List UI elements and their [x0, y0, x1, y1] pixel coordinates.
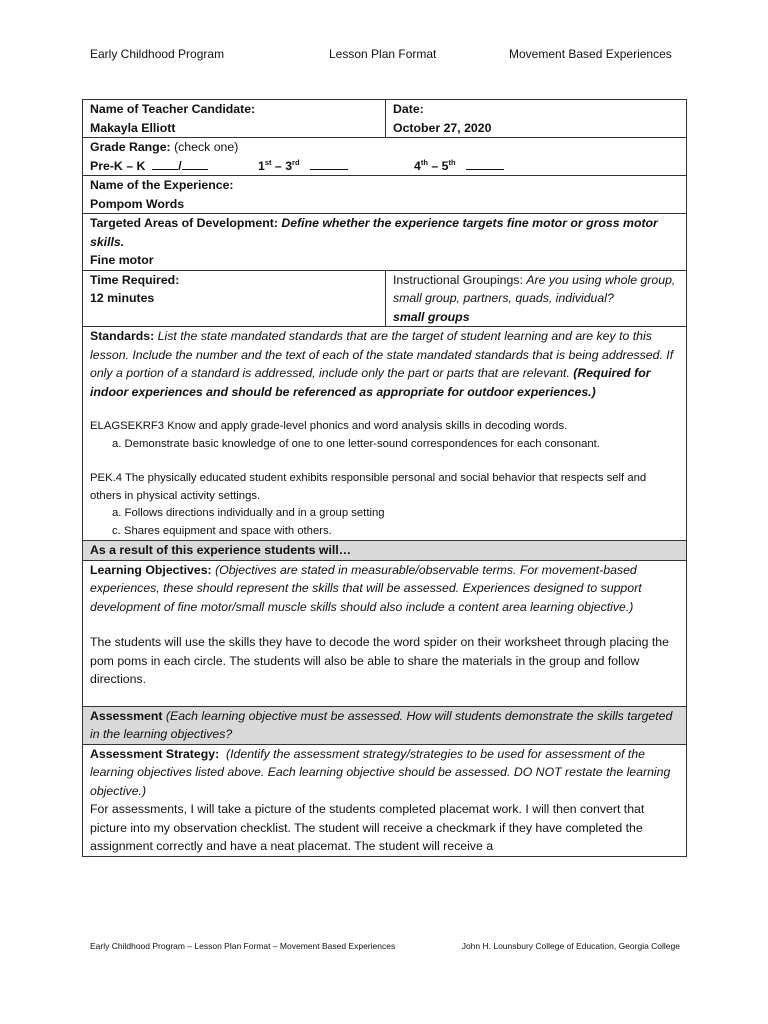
- objectives-heading: [90, 561, 679, 617]
- standards-row: [83, 327, 687, 541]
- strategy-cell: [83, 744, 687, 856]
- standards-spacer: [90, 401, 679, 418]
- teacher-cell: [83, 100, 386, 138]
- objectives-label: Learning Objectives:: [90, 562, 212, 577]
- header-program: Early Childhood Program: [90, 47, 225, 61]
- standards-required: (Required for indoor experiences and should be referenced as appropriate for outdoor experiences.): [90, 366, 651, 399]
- footer-right: John H. Lounsbury College of Education, Georgia College: [461, 941, 680, 951]
- grade-1-label: 1: [258, 158, 265, 173]
- assessment-row: [83, 706, 687, 744]
- grade-option-4-5: [414, 159, 504, 173]
- grade-1-to: – 3: [271, 158, 293, 173]
- time-groupings-row: [83, 270, 687, 327]
- grade-prek-blank-2: [182, 158, 208, 170]
- grade-1-3-blank: [310, 158, 348, 170]
- footer-left: Early Childhood Program – Lesson Plan Format – Movement Based Experiences: [90, 941, 396, 951]
- grade-5-sup: th: [448, 157, 456, 167]
- grade-range-cell: [83, 138, 687, 176]
- strategy-hint: (Identify the assessment strategy/strategies to be used for assessment of the learning objectives listed above. Each learning objective should be assessed. DO NOT restate the learning objective.): [90, 746, 671, 798]
- groupings-hint: Are you using whole group, small group, partners, quads, individual?: [393, 272, 676, 305]
- groupings-value: small groups: [393, 309, 470, 324]
- objectives-spacer-2: [90, 689, 679, 706]
- standard-ela: ELAGSEKRF3 Know and apply grade-level phonics and word analysis skills in decoding words.: [90, 420, 568, 432]
- lesson-plan-table: [82, 99, 687, 857]
- targeted-hint: Define whether the experience targets fine motor or gross motor skills.: [90, 216, 658, 249]
- result-heading-row: [83, 541, 687, 561]
- grade-1-sup: st: [264, 157, 272, 167]
- standards-label: Standards:: [90, 329, 155, 343]
- grade-range-hint: (check one): [174, 140, 239, 154]
- grade-options: [90, 157, 679, 176]
- grade-option-1-3: [258, 157, 414, 176]
- header-format: Lesson Plan Format: [329, 47, 437, 61]
- teacher-value: Makayla Elliott: [90, 120, 176, 135]
- groupings-label: Instructional Groupings:: [393, 272, 523, 287]
- assessment-cell: [83, 706, 687, 744]
- page-header: [90, 47, 680, 65]
- strategy-heading: [90, 745, 679, 801]
- grade-4-sup: th: [420, 157, 428, 167]
- time-cell: [83, 270, 386, 327]
- date-cell: [386, 100, 687, 138]
- objectives-cell: [83, 560, 687, 706]
- grade-option-prek: [90, 157, 258, 176]
- date-value: October 27, 2020: [393, 120, 492, 135]
- objectives-spacer: [90, 616, 679, 633]
- targeted-row: [83, 214, 687, 271]
- experience-cell: [83, 176, 687, 214]
- targeted-value: Fine motor: [90, 253, 154, 267]
- assessment-hint: (Each learning objective must be assessed. How will students demonstrate the skills targeted in the learning objectives?: [90, 708, 673, 741]
- grade-range-label: Grade Range:: [90, 140, 171, 154]
- objectives-hint: (Objectives are stated in measurable/observable terms. For movement-based experiences, these should represent the skills that will be assessed. Experiences designed to support development of fine motor/small muscle skills should also include a content area learning objective.): [90, 562, 642, 614]
- grade-4-5-blank: [466, 158, 504, 170]
- targeted-heading: [90, 214, 679, 251]
- grade-3-sup: rd: [292, 157, 300, 167]
- objectives-value: The students will use the skills they have to decode the word spider on their worksheet through placing the pom poms in each circle. The students will also be able to share the materials in the group and follow directions.: [90, 635, 669, 686]
- groupings-cell: [386, 270, 687, 327]
- standards-spacer-2: [90, 453, 679, 470]
- grade-prek-checkmark: /: [178, 158, 182, 173]
- experience-row: [83, 176, 687, 214]
- strategy-row: [83, 744, 687, 856]
- standards-heading: [90, 327, 679, 401]
- standard-pe-sub-a: a. Follows directions individually and in a group setting: [112, 507, 385, 519]
- grade-range-row: [83, 138, 687, 176]
- grade-4-label: 4: [414, 158, 421, 173]
- objectives-row: [83, 560, 687, 706]
- time-value: 12 minutes: [90, 291, 155, 305]
- result-heading: As a result of this experience students will…: [83, 541, 687, 561]
- grade-range-heading: [90, 138, 679, 157]
- date-label: Date:: [393, 102, 424, 116]
- standard-pe-sub-c: c. Shares equipment and space with others.: [112, 524, 332, 537]
- grade-4-to: – 5: [427, 158, 449, 173]
- experience-label: Name of the Experience:: [90, 178, 234, 192]
- teacher-row: [83, 100, 687, 138]
- time-label: Time Required:: [90, 272, 180, 287]
- groupings-heading: [393, 271, 679, 308]
- strategy-label: Assessment Strategy:: [90, 746, 220, 761]
- page-footer: [90, 941, 680, 955]
- experience-value: Pompom Words: [90, 196, 185, 211]
- grade-prek-blank: [152, 158, 178, 170]
- teacher-label: Name of Teacher Candidate:: [90, 102, 256, 116]
- targeted-label: Targeted Areas of Development:: [90, 216, 278, 230]
- targeted-cell: [83, 214, 687, 271]
- standards-cell: [83, 327, 687, 541]
- assessment-label: Assessment: [90, 708, 163, 723]
- standards-hint: List the state mandated standards that are the target of student learning and are key to this lesson. Include the number and the text of each of the state mandated standards that is being addressed. If only a portion of a standard is addressed, include only the part or parts that are relevant.: [90, 329, 674, 380]
- header-experience-type: Movement Based Experiences: [509, 47, 672, 61]
- standard-pe: PEK.4 The physically educated student exhibits responsible personal and social behavior that respects self and others in physical activity settings.: [90, 472, 647, 502]
- grade-prek-label: Pre-K – K: [90, 158, 146, 173]
- standard-ela-sub-a: a. Demonstrate basic knowledge of one to one letter-sound correspondences for each consonant.: [112, 437, 600, 450]
- strategy-value: For assessments, I will take a picture of the students completed placemat work. I will then convert that picture into my observation checklist. The student will receive a checkmark if they have completed the assignment correctly and have a neat placemat. The student will receive a: [90, 802, 645, 853]
